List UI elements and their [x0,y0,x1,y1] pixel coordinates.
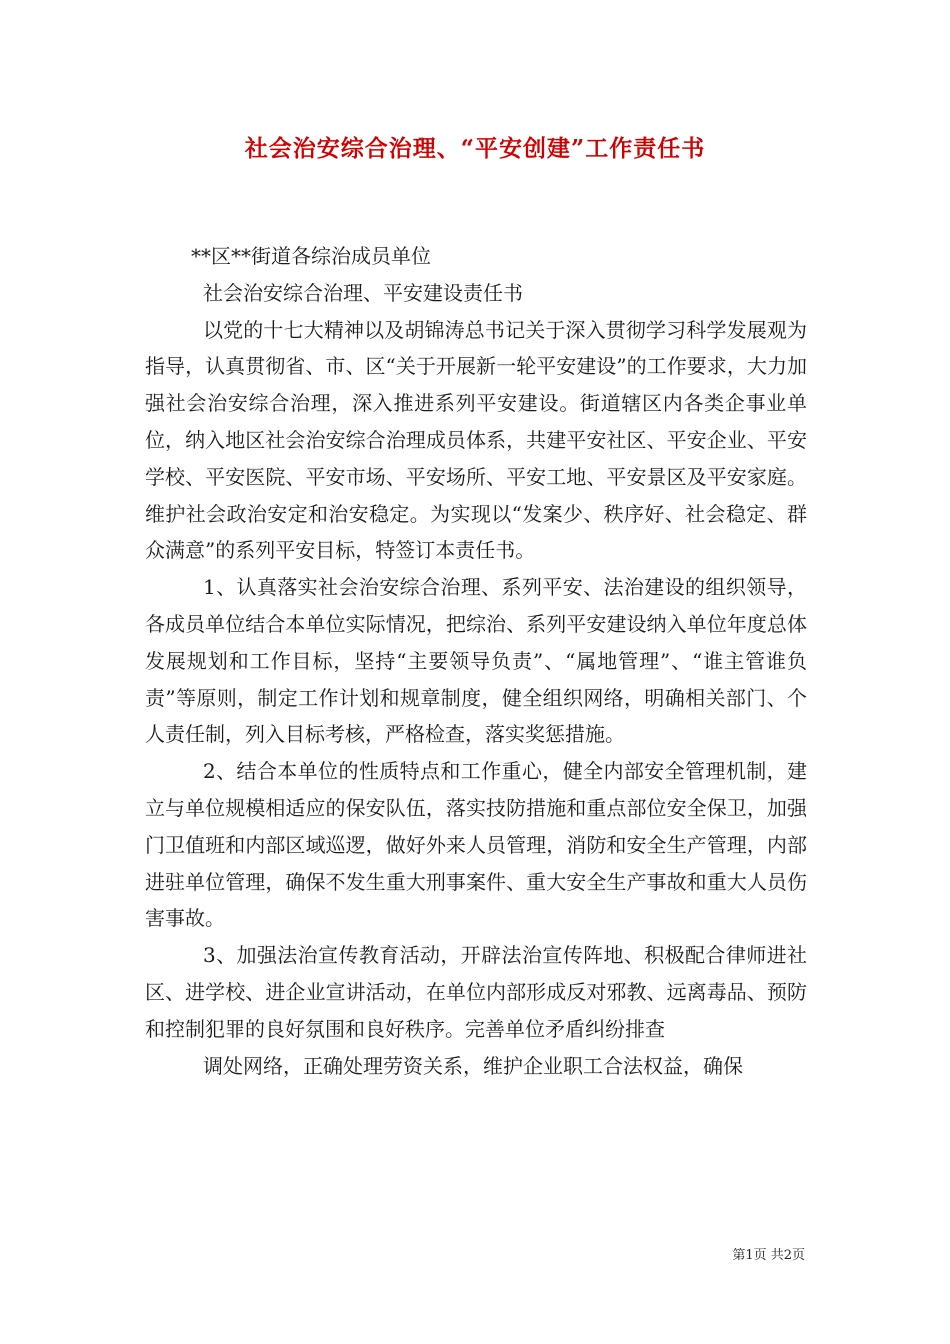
paragraph-item-2: 2、结合本单位的性质特点和工作重心，健全内部安全管理机制，建立与单位规模相适应的保安队伍，落实技防措施和重点部位安全保卫，加强门卫值班和内部区域巡逻，做好外来人员管理，消防和安全生产管理，内部进驻单位管理，确保不发生重大刑事案件、重大安全生产事故和重大人员伤害事故。 [145,759,807,931]
addressee: **区**街道各综治成员单位 [191,244,431,268]
document-title: 社会治安综合治理、“平安创建”工作责任书 [244,135,706,162]
document-body [145,238,807,1084]
paragraph-item-3: 3、加强法治宣传教育活动，开辟法治宣传阵地、积极配合律师进社区、进学校、进企业宣讲活动，在单位内部形成反对邪教、远离毒品、预防和控制犯罪的良好氛围和良好秩序。完善单位矛盾纠纷排查 [145,943,807,1041]
paragraph-preamble: 以党的十七大精神以及胡锦涛总书记关于深入贯彻学习科学发展观为指导，认真贯彻省、市、区“关于开展新一轮平安建设”的工作要求，大力加强社会治安综合治理，深入推进系列平安建设。街道辖区内各类企事业单位，纳入地区社会治安综合治理成员体系，共建平安社区、平安企业、平安学校、平安医院、平安市场、平安场所、平安工地、平安景区及平安家庭。维护社会政治安定和治安稳定。为实现以“发案少、秩序好、社会稳定、群众满意”的系列平安目标，特签订本责任书。 [145,317,807,563]
paragraph-item-1: 1、认真落实社会治安综合治理、系列平安、法治建设的组织领导，各成员单位结合本单位实际情况，把综治、系列平安建设纳入单位年度总体发展规划和工作目标，坚持“主要领导负责”、“属地管理”、“谁主管谁负责”等原则，制定工作计划和规章制度，健全组织网络，明确相关部门、个人责任制，列入目标考核，严格检查，落实奖惩措施。 [145,575,807,747]
document-subtitle: 社会治安综合治理、平安建设责任书 [203,280,523,305]
page-number: 第1页 共2页 [732,1248,805,1263]
paragraph-continuation: 调处网络，正确处理劳资关系，维护企业职工合法权益，确保 [203,1053,743,1078]
